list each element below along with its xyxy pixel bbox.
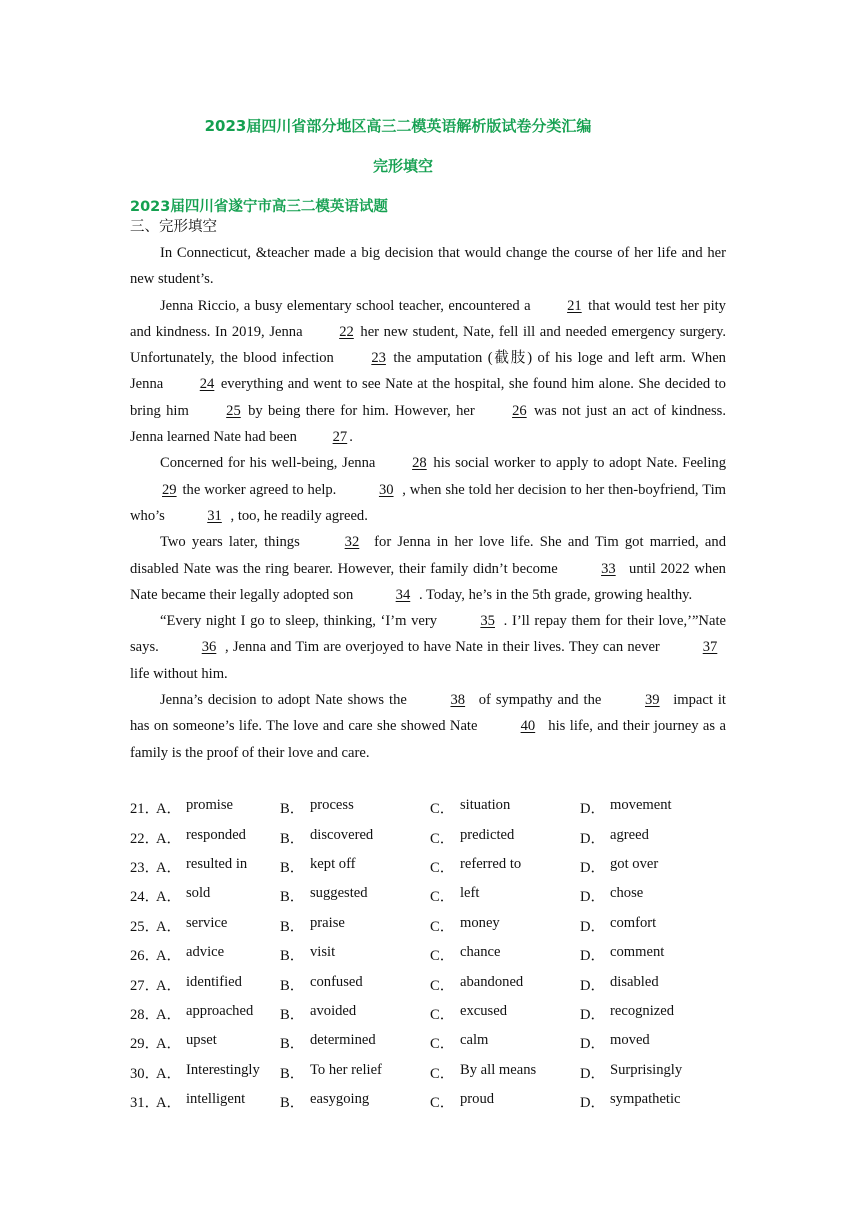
option-b (280, 856, 430, 877)
blank-36: 36 (201, 639, 217, 656)
passage-text: his life, and their journey as a family is the proof of their love and care. (130, 718, 726, 761)
option-letter: B． (280, 889, 305, 906)
question-number: 29． (130, 1036, 160, 1053)
option-text: chose (610, 885, 644, 902)
passage-text: by being there for him. However, her (242, 402, 481, 419)
option-text: discovered (310, 826, 374, 843)
blank-39: 39 (645, 692, 660, 709)
blank-32: 32 (344, 534, 360, 551)
option-b (280, 974, 430, 995)
question-number: 22． (130, 830, 160, 847)
option-text: avoided (310, 1002, 357, 1019)
option-text: left (460, 885, 480, 902)
paragraph-1: In Connecticut, &teacher made a big decision that would change the course of her life and her new student’s. (130, 245, 726, 288)
option-letter: D． (580, 1036, 606, 1053)
option-d (580, 797, 720, 818)
option-text: confused (310, 973, 363, 990)
passage-text: , Jenna and Tim are overjoyed to have Nate in their lives. They can never (225, 639, 664, 656)
option-c (430, 974, 580, 995)
option-b (280, 797, 430, 818)
option-letter: C． (430, 918, 455, 935)
option-a (156, 827, 280, 848)
question-row (130, 969, 750, 998)
question-row (130, 911, 750, 940)
option-text: recognized (610, 1002, 675, 1019)
option-text: comment (610, 944, 665, 961)
question-number: 27． (130, 977, 160, 994)
option-text: easygoing (310, 1091, 370, 1108)
option-text: intelligent (186, 1091, 246, 1108)
question-row (130, 852, 750, 881)
option-c (430, 1032, 580, 1053)
option-text: sympathetic (610, 1091, 681, 1108)
option-b (280, 885, 430, 906)
cloze-passage (130, 240, 726, 766)
option-text: calm (460, 1032, 489, 1049)
option-text: excused (460, 1002, 508, 1019)
option-letter: A． (156, 801, 182, 818)
option-letter: C． (430, 801, 455, 818)
blank-30: 30 (378, 481, 394, 498)
document-title: 2023届四川省部分地区高三二模英语解析版试卷分类汇编 (204, 117, 592, 135)
option-d (580, 944, 720, 965)
question-number: 21． (130, 801, 160, 818)
passage-text: until 2022 when Nate became their legally adopted son (130, 560, 726, 603)
option-letter: A． (156, 918, 182, 935)
paragraph-6 (130, 687, 726, 766)
option-letter: A． (156, 1036, 182, 1053)
document-subtitle: 完形填空 (372, 157, 433, 175)
question-row (130, 940, 750, 969)
option-letter: C． (430, 1036, 455, 1053)
option-letter: B． (280, 1006, 305, 1023)
option-a (156, 1091, 280, 1112)
option-letter: C． (430, 1095, 455, 1112)
option-d (580, 827, 720, 848)
option-b (280, 944, 430, 965)
option-letter: D． (580, 1095, 606, 1112)
option-letter: D． (580, 1006, 606, 1023)
option-text: visit (310, 944, 336, 961)
question-number: 31． (130, 1095, 160, 1112)
option-text: To her relief (310, 1061, 382, 1078)
option-text: sold (186, 885, 211, 902)
option-letter: D． (580, 889, 606, 906)
option-d (580, 974, 720, 995)
option-letter: B． (280, 830, 305, 847)
option-text: responded (186, 826, 246, 843)
option-letter: B． (280, 1095, 305, 1112)
option-letter: A． (156, 859, 182, 876)
option-text: comfort (610, 914, 657, 931)
question-row (130, 1028, 750, 1057)
option-letter: C． (430, 1065, 455, 1082)
option-letter: B． (280, 1065, 305, 1082)
question-number: 30． (130, 1065, 160, 1082)
option-a (156, 856, 280, 877)
option-c (430, 1003, 580, 1024)
option-text: proud (460, 1091, 495, 1108)
question-number: 23． (130, 859, 160, 876)
passage-text: impact it has on someone’s life. The love and care she showed Nate (130, 692, 726, 735)
option-a (156, 1032, 280, 1053)
option-text: Interestingly (186, 1061, 260, 1078)
option-letter: A． (156, 1006, 182, 1023)
option-b (280, 827, 430, 848)
option-letter: B． (280, 977, 305, 994)
option-text: chance (460, 944, 501, 961)
option-text: determined (310, 1032, 376, 1049)
option-text: disabled (610, 973, 659, 990)
option-c (430, 915, 580, 936)
option-text: situation (460, 797, 511, 814)
blank-29: 29 (162, 481, 177, 498)
option-letter: D． (580, 801, 606, 818)
option-d (580, 1003, 720, 1024)
option-text: money (460, 914, 500, 931)
blank-34: 34 (395, 586, 411, 603)
option-text: resulted in (186, 855, 248, 872)
option-d (580, 1091, 720, 1112)
option-letter: C． (430, 948, 455, 965)
passage-text: for Jenna in her love life. She and Tim got married, and disabled Nate was the ring bearer. However, their family didn’t become (130, 534, 726, 577)
option-text: referred to (460, 855, 522, 872)
option-a (156, 1003, 280, 1024)
option-text: Surprisingly (610, 1061, 683, 1078)
option-a (156, 1062, 280, 1083)
option-letter: D． (580, 830, 606, 847)
option-c (430, 885, 580, 906)
option-letter: A． (156, 1065, 182, 1082)
blank-33: 33 (601, 560, 616, 577)
option-text: got over (610, 855, 659, 872)
blank-38: 38 (450, 692, 466, 709)
part-heading: 三、完形填空 (130, 219, 217, 235)
option-letter: C． (430, 1006, 455, 1023)
option-text: predicted (460, 826, 515, 843)
option-b (280, 1091, 430, 1112)
question-number: 25． (130, 918, 160, 935)
option-c (430, 797, 580, 818)
passage-text: . Today, he’s in the 5th grade, growing healthy. (418, 586, 693, 603)
passage-text: Concerned for his well-being, Jenna (160, 455, 381, 472)
option-c (430, 827, 580, 848)
option-a (156, 974, 280, 995)
option-letter: A． (156, 1095, 182, 1112)
option-d (580, 856, 720, 877)
passage-text: everything and went to see Nate at the hospital, she found him alone. She decided to bring him (130, 376, 726, 419)
passage-text: Jenna’s decision to adopt Nate shows the (160, 692, 412, 709)
blank-28: 28 (412, 455, 427, 472)
question-row (130, 999, 750, 1028)
option-a (156, 944, 280, 965)
option-text: moved (610, 1032, 650, 1049)
option-letter: D． (580, 1065, 606, 1082)
option-letter: A． (156, 948, 182, 965)
option-d (580, 1032, 720, 1053)
passage-text: Two years later, things (160, 534, 306, 551)
option-text: By all means (460, 1061, 537, 1078)
passage-text: , too, he readily agreed. (230, 507, 368, 524)
question-number: 24． (130, 889, 160, 906)
option-text: praise (310, 914, 345, 931)
option-b (280, 1032, 430, 1053)
option-letter: A． (156, 830, 182, 847)
passage-text: the worker agreed to help. (178, 481, 341, 498)
blank-37: 37 (702, 639, 718, 656)
option-text: agreed (610, 826, 649, 843)
passage-text: . I’ll repay them for their love,’”Nate says. (130, 613, 726, 656)
blank-24: 24 (199, 376, 215, 393)
option-letter: D． (580, 918, 606, 935)
blank-27: 27 (332, 429, 348, 446)
question-options (130, 793, 750, 1116)
passage-text: her new student, Nate, fell ill and needed emergency surgery. Unfortunately, the blood infection (130, 323, 727, 367)
option-letter: B． (280, 948, 305, 965)
option-text: approached (186, 1002, 254, 1019)
option-letter: C． (430, 977, 455, 994)
option-letter: D． (580, 859, 606, 876)
option-a (156, 885, 280, 906)
option-letter: C． (430, 830, 455, 847)
option-text: advice (186, 944, 225, 961)
option-text: process (310, 797, 354, 814)
option-text: identified (186, 973, 242, 990)
option-letter: C． (430, 889, 455, 906)
blank-25: 25 (226, 402, 241, 419)
question-number: 26． (130, 948, 160, 965)
option-d (580, 1062, 720, 1083)
paragraph-2 (130, 293, 726, 451)
option-b (280, 1003, 430, 1024)
option-letter: A． (156, 889, 182, 906)
passage-text: of sympathy and the (473, 692, 607, 709)
option-letter: D． (580, 948, 606, 965)
passage-text: was not just an act of kindness. Jenna learned Nate had been (130, 402, 726, 446)
option-text: suggested (310, 885, 368, 902)
option-c (430, 944, 580, 965)
paragraph-5 (130, 608, 726, 687)
option-text: abandoned (460, 973, 524, 990)
question-number: 28． (130, 1006, 160, 1023)
option-d (580, 915, 720, 936)
passage-text: . (349, 429, 353, 446)
passage-text: , when she told her decision to her then-boyfriend, Tim who’s (130, 481, 727, 524)
option-c (430, 1091, 580, 1112)
option-text: kept off (310, 855, 356, 872)
blank-35: 35 (480, 613, 495, 630)
option-text: promise (186, 797, 234, 814)
option-d (580, 885, 720, 906)
option-letter: D． (580, 977, 606, 994)
question-row (130, 1058, 750, 1087)
passage-text: the amputation (截肢) of his loge and left arm. When Jenna (130, 350, 726, 393)
paragraph-4 (130, 529, 726, 608)
option-a (156, 915, 280, 936)
option-b (280, 1062, 430, 1083)
option-text: service (186, 914, 228, 931)
option-letter: B． (280, 1036, 305, 1053)
passage-text: his social worker to apply to adopt Nate. Feeling (428, 455, 726, 472)
exam-section-title: 2023届四川省遂宁市高三二模英语试题 (130, 199, 388, 215)
option-b (280, 915, 430, 936)
option-a (156, 797, 280, 818)
question-row (130, 822, 750, 851)
option-text: movement (610, 797, 672, 814)
blank-31: 31 (207, 507, 222, 524)
option-letter: B． (280, 801, 305, 818)
option-letter: A． (156, 977, 182, 994)
blank-23: 23 (371, 350, 386, 367)
question-row (130, 1087, 750, 1116)
paragraph-3 (130, 450, 726, 529)
blank-21: 21 (567, 297, 582, 314)
question-row (130, 881, 750, 910)
passage-text: “Every night I go to sleep, thinking, ‘I’m very (160, 613, 442, 630)
option-text: upset (186, 1032, 217, 1049)
option-letter: C． (430, 859, 455, 876)
blank-40: 40 (520, 718, 536, 735)
option-c (430, 1062, 580, 1083)
option-c (430, 856, 580, 877)
passage-text: life without him. (130, 665, 228, 682)
passage-text: Jenna Riccio, a busy elementary school teacher, encountered a (160, 297, 536, 314)
option-letter: B． (280, 859, 305, 876)
passage-text: that would test her pity and kindness. In 2019, Jenna (130, 297, 726, 340)
blank-22: 22 (339, 323, 354, 340)
blank-26: 26 (512, 402, 527, 419)
question-row (130, 793, 750, 822)
option-letter: B． (280, 918, 305, 935)
